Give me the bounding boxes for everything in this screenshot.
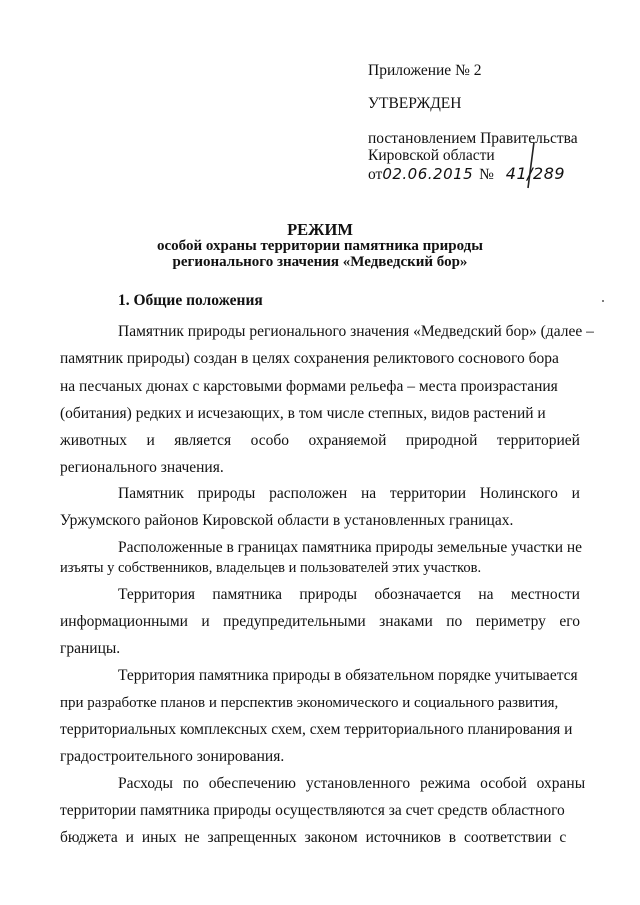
word: периметру xyxy=(475,613,546,630)
word: Территория xyxy=(118,586,196,603)
word: охраняемой xyxy=(308,432,387,449)
word: предупредительными xyxy=(223,613,366,630)
word: природы xyxy=(197,485,256,502)
p1-line-5 xyxy=(60,432,580,450)
word: Памятник xyxy=(118,485,184,502)
decree-line-2: Кировской области xyxy=(368,147,495,164)
word: является xyxy=(174,432,232,449)
word: по xyxy=(446,613,463,630)
document-subtitle-line-2: регионального значения «Медведский бор» xyxy=(172,254,468,270)
word: и xyxy=(146,432,155,449)
word: расположен xyxy=(269,485,348,502)
p6-line-2: территории памятника природы осуществляются за счет средств областного xyxy=(60,802,565,819)
handwritten-date: 02.06.2015 xyxy=(382,165,474,183)
p2-line-1 xyxy=(118,485,580,503)
word: Нолинского xyxy=(479,485,558,502)
p4-line-2 xyxy=(60,613,580,631)
p2-line-2: Уржумского районов Кировской области в установленных границах. xyxy=(60,512,514,529)
handwritten-number: 41/289 xyxy=(505,164,566,183)
number-label: № xyxy=(479,166,494,183)
p6-line-1: Расходы по обеспечению установленного режима особой охраны xyxy=(118,775,586,792)
p1-line-3: на песчаных дюнах с карстовыми формами рельефа – места произрастания xyxy=(60,378,558,395)
scan-speck xyxy=(602,300,604,302)
appendix-label: Приложение № 2 xyxy=(368,62,482,79)
word: памятника xyxy=(212,586,283,603)
word: местности xyxy=(510,586,580,603)
document-title: РЕЖИМ xyxy=(287,220,353,239)
p1-line-6: регионального значения. xyxy=(60,459,224,476)
p5-line-3: территориальных комплексных схем, схем территориального планирования и xyxy=(60,721,573,738)
p3-line-1: Расположенные в границах памятника природы земельные участки не xyxy=(118,539,583,556)
word: территории xyxy=(389,485,466,502)
word: его xyxy=(559,613,580,630)
p5-line-4: градостроительного зонирования. xyxy=(60,748,285,765)
decree-line-1: постановлением Правительства xyxy=(368,130,578,147)
p5-line-1: Территория памятника природы в обязательном порядке учитывается xyxy=(118,667,578,684)
word: информационными xyxy=(60,613,188,630)
word: природы xyxy=(299,586,358,603)
word: и xyxy=(201,613,210,630)
document-subtitle-line-1: особой охраны территории памятника природы xyxy=(157,238,483,254)
word: знаками xyxy=(379,613,433,630)
p1-line-2: памятник природы) создан в целях сохранения реликтового соснового бора xyxy=(60,350,559,367)
word: и xyxy=(571,485,580,502)
word: территорией xyxy=(496,432,580,449)
p6-line-3: бюджета и иных не запрещенных законом источников в соответствии с xyxy=(60,829,567,846)
date-prefix: от xyxy=(368,166,383,183)
word: природной xyxy=(405,432,478,449)
section-heading: 1. Общие положения xyxy=(118,292,263,309)
word: обозначается xyxy=(374,586,461,603)
p1-line-4: (обитания) редких и исчезающих, в том числе степных, видов растений и xyxy=(60,405,546,422)
p4-line-3: границы. xyxy=(60,640,121,657)
word: особо xyxy=(250,432,290,449)
word: животных xyxy=(60,432,127,449)
handwritten-slash-stroke xyxy=(508,140,538,190)
approved-label: УТВЕРЖДЕН xyxy=(368,95,462,112)
p4-line-1 xyxy=(118,586,580,604)
p3-line-2: изъяты у собственников, владельцев и пользователей этих участков. xyxy=(60,560,482,576)
p1-line-1: Памятник природы регионального значения «Медведский бор» (далее – xyxy=(118,323,594,340)
word: на xyxy=(360,485,377,502)
p5-line-2: при разработке планов и перспектив экономического и социального развития, xyxy=(60,695,559,711)
word: на xyxy=(478,586,494,603)
